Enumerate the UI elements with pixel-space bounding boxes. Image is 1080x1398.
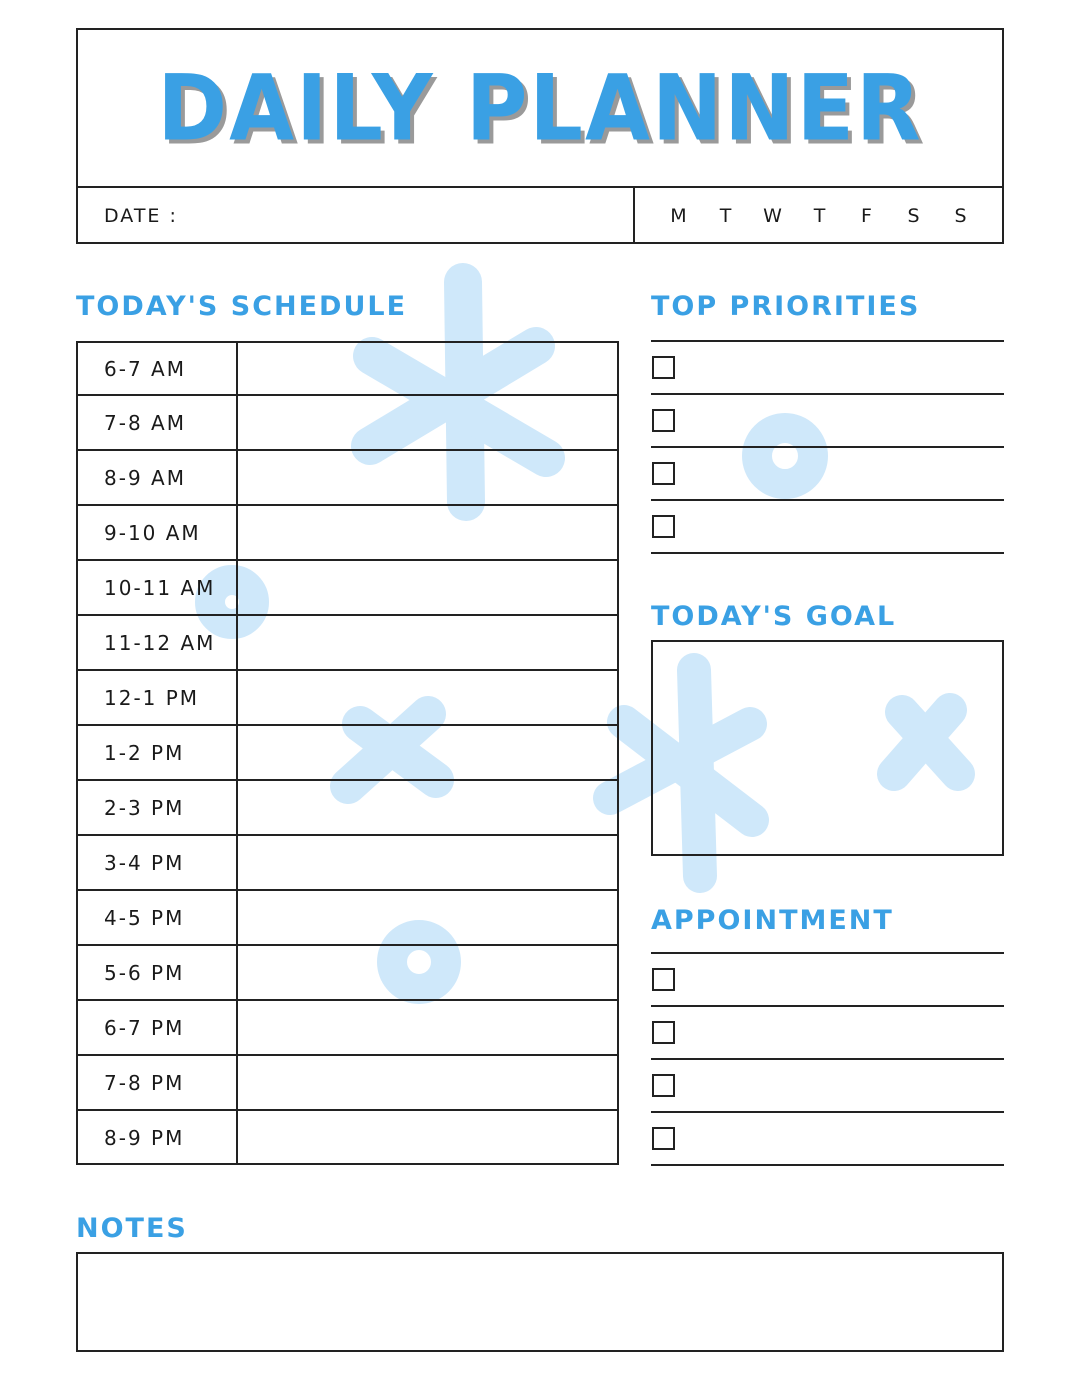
schedule-row [78,1109,617,1164]
schedule-table [76,341,619,1165]
schedule-slot[interactable] [238,1111,617,1164]
day-sunday[interactable]: S [954,205,967,227]
title-row [78,30,1002,188]
goal-box[interactable] [651,640,1004,856]
time-label: 5-6 PM [78,946,238,999]
schedule-row [78,1054,617,1109]
schedule-slot[interactable] [238,451,617,504]
schedule-row [78,504,617,559]
schedule-row [78,669,617,724]
schedule-slot[interactable] [238,506,617,559]
schedule-slot[interactable] [238,1001,617,1054]
time-label: 7-8 AM [78,396,238,449]
priority-item [651,393,1004,446]
date-field[interactable] [78,188,635,244]
schedule-slot[interactable] [238,946,617,999]
schedule-row [78,999,617,1054]
day-thursday[interactable]: T [813,205,826,227]
time-label: 6-7 AM [78,343,238,394]
day-tuesday[interactable]: T [719,205,732,227]
priorities-list [651,340,1004,554]
day-friday[interactable]: F [861,205,872,227]
appointment-list [651,952,1004,1166]
appointment-checkbox[interactable] [652,968,675,991]
schedule-row [78,834,617,889]
appointment-title: APPOINTMENT [651,905,894,936]
date-row [78,188,1002,244]
goal-title: TODAY'S GOAL [651,601,897,632]
appointment-item [651,1058,1004,1111]
appointment-item [651,1111,1004,1164]
schedule-slot[interactable] [238,1056,617,1109]
weekday-selector [635,188,1002,244]
priority-item [651,340,1004,393]
header-box [76,28,1004,244]
schedule-title: TODAY'S SCHEDULE [76,291,408,322]
appointment-checkbox[interactable] [652,1021,675,1044]
schedule-row [78,779,617,834]
priority-checkbox[interactable] [652,409,675,432]
priority-checkbox[interactable] [652,515,675,538]
time-label: 12-1 PM [78,671,238,724]
time-label: 10-11 AM [78,561,238,614]
time-label: 4-5 PM [78,891,238,944]
schedule-slot[interactable] [238,671,617,724]
day-wednesday[interactable]: W [763,205,782,227]
appointment-checkbox[interactable] [652,1074,675,1097]
time-label: 6-7 PM [78,1001,238,1054]
appointment-checkbox[interactable] [652,1127,675,1150]
time-label: 8-9 PM [78,1111,238,1164]
day-saturday[interactable]: S [907,205,920,227]
schedule-row [78,449,617,504]
priority-bottom-rule [651,552,1004,554]
priority-item [651,446,1004,499]
schedule-row [78,614,617,669]
page-title: DAILY PLANNER [157,55,923,161]
schedule-slot[interactable] [238,891,617,944]
schedule-slot[interactable] [238,616,617,669]
priority-checkbox[interactable] [652,356,675,379]
schedule-row [78,889,617,944]
time-label: 9-10 AM [78,506,238,559]
schedule-row [78,559,617,614]
priorities-title: TOP PRIORITIES [651,291,921,322]
appointment-item [651,952,1004,1005]
notes-title: NOTES [76,1213,188,1244]
priority-item [651,499,1004,552]
schedule-row [78,724,617,779]
notes-box[interactable] [76,1252,1004,1352]
time-label: 7-8 PM [78,1056,238,1109]
time-label: 2-3 PM [78,781,238,834]
schedule-slot[interactable] [238,781,617,834]
schedule-row [78,944,617,999]
appointment-item [651,1005,1004,1058]
day-monday[interactable]: M [670,205,687,227]
schedule-slot[interactable] [238,836,617,889]
date-label: DATE : [104,205,178,227]
time-label: 1-2 PM [78,726,238,779]
schedule-slot[interactable] [238,726,617,779]
time-label: 11-12 AM [78,616,238,669]
appointment-bottom-rule [651,1164,1004,1166]
priority-checkbox[interactable] [652,462,675,485]
schedule-row [78,394,617,449]
time-label: 8-9 AM [78,451,238,504]
schedule-slot[interactable] [238,561,617,614]
schedule-row [78,343,617,394]
schedule-slot[interactable] [238,343,617,394]
schedule-slot[interactable] [238,396,617,449]
time-label: 3-4 PM [78,836,238,889]
